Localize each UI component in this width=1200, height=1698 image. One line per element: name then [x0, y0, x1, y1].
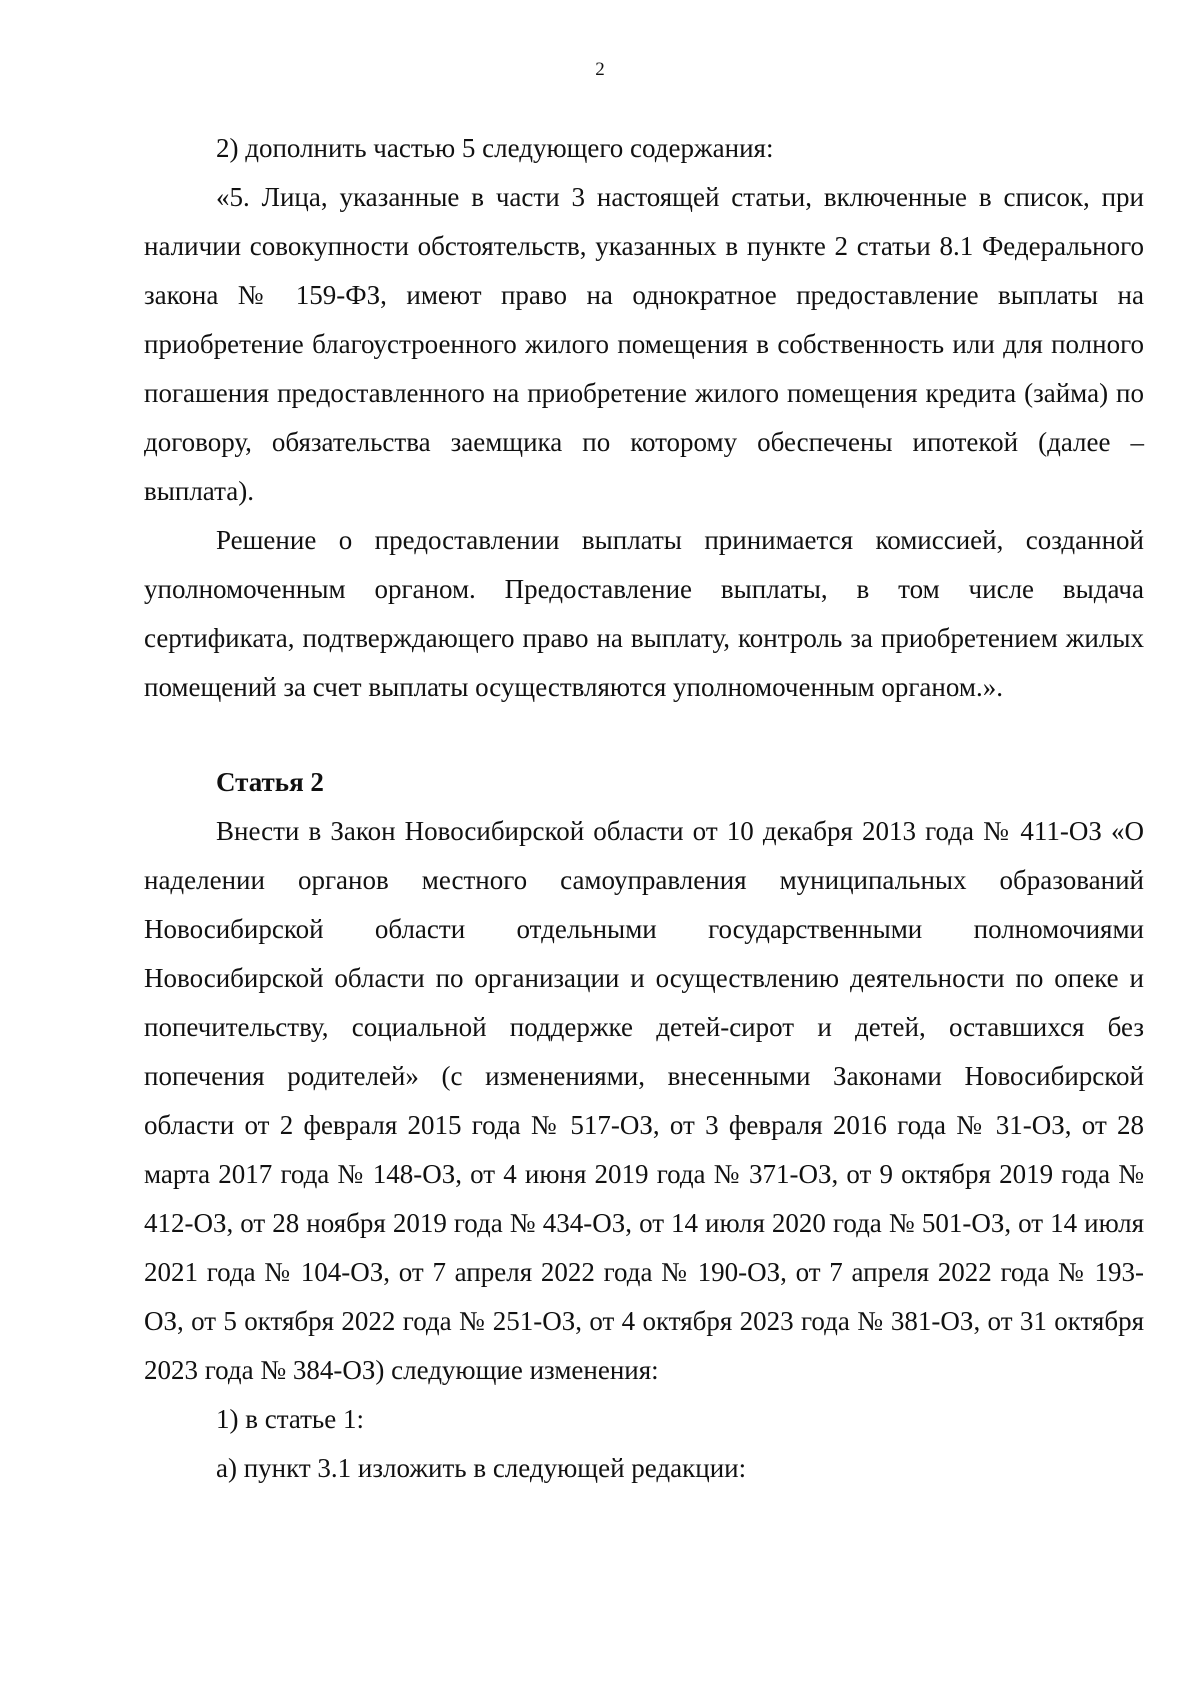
paragraph-decision: Решение о предоставлении выплаты принимается комиссией, созданной уполномоченным органом. Предоставление выплаты, в том числе выдача сертификата, подтверждающего право на выплату, контроль за приобретением жилых помещений за счет выплаты осуществляются уполномоченным органом.». [144, 525, 1144, 702]
page-number: 2 [595, 59, 605, 80]
paragraph-item-2: 2) дополнить частью 5 следующего содержания: [216, 133, 774, 163]
paragraph-item-a: а) пункт 3.1 изложить в следующей редакции: [216, 1453, 747, 1483]
document-body [144, 124, 1144, 1493]
paragraph-article-2-body: Внести в Закон Новосибирской области от 10 декабря 2013 года № 411-ОЗ «О наделении органов местного самоуправления муниципальных образований Новосибирской области отдельными государственными полномочиями Новосибирской области по организации и осуществлению деятельности по опеке и попечительству, социальной поддержке детей-сирот и детей, оставшихся без попечения родителей» (с изменениями, внесенными Законами Новосибирской области от 2 февраля 2015 года № 517-ОЗ, от 3 февраля 2016 года № 31-ОЗ, от 28 марта 2017 года № 148-ОЗ, от 4 июня 2019 года № 371-ОЗ, от 9 октября 2019 года № 412-ОЗ, от 28 ноября 2019 года № 434-ОЗ, от 14 июля 2020 года № 501-ОЗ, от 14 июля 2021 года № 104-ОЗ, от 7 апреля 2022 года № 190-ОЗ, от 7 апреля 2022 года № 193-ОЗ, от 5 октября 2022 года № 251-ОЗ, от 4 октября 2023 года № 381-ОЗ, от 31 октября 2023 года № 384-ОЗ) следующие изменения: [144, 816, 1144, 1385]
paragraph-article-1-ref: 1) в статье 1: [216, 1404, 364, 1434]
paragraph-part-5: «5. Лица, указанные в части 3 настоящей статьи, включенные в список, при наличии совокупности обстоятельств, указанных в пункте 2 статьи 8.1 Федерального закона № 159-ФЗ, имеют право на однократное предоставление выплаты на приобретение благоустроенного жилого помещения в собственность или для полного погашения предоставленного на приобретение жилого помещения кредита (займа) по договору, обязательства заемщика по которому обеспечены ипотекой (далее – выплата). [144, 182, 1144, 506]
article-2-heading: Статья 2 [216, 767, 324, 797]
